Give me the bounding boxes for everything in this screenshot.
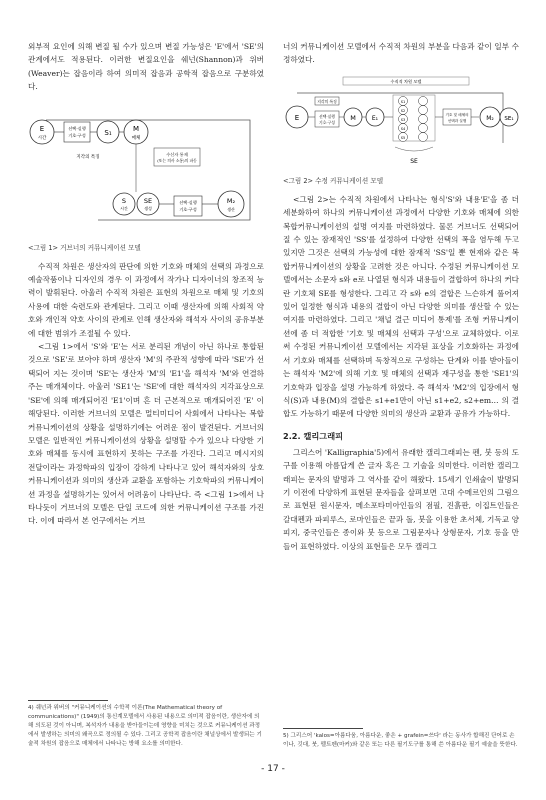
page-number: - 17 - xyxy=(261,764,285,774)
fig2-e1-label: E₁ xyxy=(371,114,379,122)
fig1-m-label: M xyxy=(132,124,140,133)
fig2-e-label: E xyxy=(294,113,300,122)
fig1-box2a: 선택·실행 xyxy=(179,199,197,205)
fig2-s4: S4 xyxy=(400,126,406,131)
figure-1 xyxy=(28,100,264,240)
fig2-s1: S1 xyxy=(400,99,406,104)
fig1-m-sub: 매체 xyxy=(131,135,141,141)
fig2-box-a: 지각의 특징 xyxy=(317,98,337,104)
section-heading: 2.2. 캘리그래피 xyxy=(283,430,344,441)
fig2-box-d: 기호 및 매체의 xyxy=(445,112,469,117)
fig1-refer-label: 지각의 특징 xyxy=(76,154,100,160)
fig2-se1-label: SE₁ xyxy=(504,115,514,122)
left-paragraph-2: 수직적 차원은 생산자의 판단에 의한 기호와 매체의 선택의 과정으로 예술작품이나 디자인의 경우 이 과정에서 작가나 디자이너의 창조적 능력이 발휘된다. 아울러 수직적 차원은 표현의 차원으로 매체 및 기호의 사용에 대한 숙련도와 관계된다. 그리고 이때 생산자에 의해 사회적 약호와 개인적 약호 사이의 관계로 인해 생산자와 해석자 사이의 공유부분에 대한 범위가 조절될 수 있다. xyxy=(28,261,264,338)
figure-2 xyxy=(283,73,519,173)
right-paragraph-1: 너의 커뮤니케이션 모델에서 수직적 차원의 부분을 다음과 같이 일부 수정하였다. xyxy=(283,42,519,65)
right-footnote-rule xyxy=(283,728,363,729)
fig2-box-e: 선택과 실행 xyxy=(447,118,467,123)
fig1-e-sub: 시간 xyxy=(37,135,47,141)
figure-1-caption: <그림 1> 거브너의 커뮤니케이션 모델 xyxy=(28,243,141,252)
fig2-m2-label: M₂ xyxy=(486,114,494,122)
fig2-title: 수직적 차원 모델 xyxy=(390,78,422,84)
fig1-m2-sub: 생산 xyxy=(227,206,235,212)
fig2-s5: S5 xyxy=(400,135,406,140)
fig2-box-b: 선택·실행 xyxy=(319,113,335,119)
left-column xyxy=(28,40,264,528)
fig1-s-sub: 시간 xyxy=(120,205,128,211)
gerbner-model-diagram xyxy=(28,100,264,236)
fig1-e-label: E xyxy=(39,124,45,133)
fig2-s3: S3 xyxy=(400,117,406,122)
footnote-5: 5) 그리스어 'kalos=아름다움, 아름다운, 좋은 + grafein=쓰다' 라는 동사가 합해진 단어로 손이나, 깃대, 붓, 펠트펜(마커)와 같은 또는 다른 필기도구를 통해 쓴 아름다운 필기 예술을 뜻한다. xyxy=(283,733,518,748)
fig2-s-stack xyxy=(393,95,435,142)
fig2-box-c: 기호·구성 xyxy=(319,119,335,125)
right-paragraph-3: 그리스어 'Kalligraphia'5)에서 유래한 캘리그래피는 펜, 붓 등의 도구를 이용해 아름답게 쓴 글자 혹은 그 기술을 의미한다. 이러한 캘리그래피는 문자의 발명과 그 역사를 같이 해왔다. 15세기 인쇄술이 발명되기 이전에 다양하게 표현된 문자들을 살펴보면 고대 수메르인의 그림으로 표현된 원시문자, 메소포타미아인들의 점필, 진흙판, 이집트인들은 갈대펜과 파피루스, 로마인들은 끝과 돌, 붓을 이용한 초서체, 기독교 양피지, 중국인들은 종이와 붓 등으로 그림문자나 상형문자, 기호 등을 만들어 표현하였다. 이상의 표현들은 모두 캘리그 xyxy=(283,447,519,551)
fig1-s1-label: S₁ xyxy=(104,128,112,137)
fig2-se-label: SE xyxy=(410,157,418,165)
fig1-noise-b: (또는 의사 소통)의 파동 xyxy=(157,157,197,163)
left-paragraph-1: 외부적 요인에 의해 변질 될 수가 있으며 변질 가능성은 'E'에서 'SE'의 관계에서도 적용된다. 이러한 변질요인을 쉐넌(Shannon)과 위버(Weaver)는 잡음이라 하여 의미적 잡음과 공학적 잡음으로 구분하였다. xyxy=(28,42,264,92)
footnote-4: 4) 쉐넌과 위버의 "커뮤니케이션의 수학적 이론(The Mathematical theory of communications)" (1949)의 통신계모델에서 사용된 내용으로 의미적 잡음이란, 생산자에 의해 의도된 것이 아니며, 복석자가 내용을 받아들이는데 영향을 미치는 것으로 커뮤니케이션 과정에서 발생하는 의미의 왜곡으로 정의될 수 있다. 그리고 공학적 잡음이란 채널상에서 발생되는 기술적 차원의 잡음으로 매체에서 나타나는 방해 요소를 의미한다. xyxy=(28,705,262,747)
modified-model-diagram xyxy=(283,73,519,169)
right-paragraph-2: <그림 2>는 수직적 차원에서 나타나는 형식'S'와 내용'E'을 좀 더 세분화하여 하나의 커뮤니케이션 과정에서 다양한 기호와 매체에 의한 복합커뮤니케이션의 설명 여지를 마련하였다. 물론 거브너도 선택되어 질 수 있는 잠재적인 'SS'를 설정하여 다양한 선택의 폭을 염두해 두고 있지만 그것은 선택의 가능성에 대한 잠재적 'SS'일 뿐 현재와 같은 복합커뮤니케이션의 상황을 고려한 것은 아니다. 수정된 커뮤니케이션 모델에서는 소문자 s와 e로 나열된 형식과 내용들이 결합하여 하나의 커다란 기호체 SE를 형성한다. 그리고 각 s와 e의 결합은 느슨하게 풀어져 있어 일정한 형식과 내용의 결합이 아닌 다양한 의미를 생산할 수 있는 여지를 마련하였다. 그리고 '채널 결근 미디어 통제'를 조형 커뮤니케이션에 좀 더 적합한 '기호 및 매체의 선택과 구성'으로 교체하였다. 이로써 수정된 커뮤니케이션 모델에서는 지각된 표상을 기호화하는 과정에서 기호와 매체를 선택하며 독창적으로 구성하는 단계와 이를 받아들이는 해석자 'M2'에 의해 기호 및 매체의 선택과 재구성을 통한 'SE1'의 기호학과 입장을 설명 가능하게 하였다. 즉 해석자 'M2'의 입장에서 형식(S)과 내용(M)의 결합은 s1+e1만이 아닌 s1+e2, s2+em… 의 결합도 가능하기 때문에 다양한 의미의 생산과 교환과 공유가 가능하다. xyxy=(283,194,519,419)
fig2-s2: S2 xyxy=(400,108,406,113)
fig1-box1a: 선택·실행 xyxy=(68,125,86,131)
fig2-m-label: M xyxy=(350,113,356,122)
right-column xyxy=(283,40,519,553)
fig1-se-sub: 생성 xyxy=(144,205,152,211)
fig1-noise-a: 수신자 통제 xyxy=(166,151,188,157)
fig1-s-label: S xyxy=(121,196,127,205)
fig1-box1b: 기호·구성 xyxy=(68,132,86,138)
fig1-box2b: 기호·구성 xyxy=(179,206,197,212)
figure-2-caption: <그림 2> 수정 커뮤니케이션 모델 xyxy=(283,176,384,185)
fig1-se-label: SE xyxy=(143,196,153,205)
left-footnote-rule xyxy=(28,700,108,701)
left-paragraph-3: <그림 1>에서 'S'와 'E'는 서로 분리된 개념이 아닌 하나로 통합된 것으로 'SE'로 보아야 하며 생산자 'M'의 주관적 성향에 따라 'SE'가 선택되어 지는 것이며 'SE'는 생산자 'M'의 'E1'을 해석자 'M'와 연결하주는 매개체이다. 아울러 'SE1'는 'SE'에 대한 해석자의 지각표상으로 'SE'에 의해 매개되어진 'E1'이며 흔 더 근본적으로 매개되어진 'E' 이해당된다. 이러한 거브너의 모델은 멀티미디어 사회에서 나타나는 복합커뮤니케이션의 상황을 설명하기에는 어려운 점이 발견된다. 거브너의 모델은 일반적인 커뮤니케이션의 상황을 설명할 수가 있으나 다양한 기호와 매체를 동시에 표현하지 못하는 구조를 가진다. 그리고 메시지의 전달이라는 과정학파의 입장이 강하게 나타나고 있어 해석자와의 상호커뮤니케이션과 의미의 생산과 교환을 포함하는 기호학파의 커뮤니케이션 과정을 설명하기는 있어서 어려움이 나타난다. 즉 <그림 1>에서 나타나듯이 거브너의 모델은 단일 코드에 의한 커뮤니케이션 구조를 가진다. 이에 따라서 본 연구에서는 거브 xyxy=(28,342,264,526)
fig1-m2-label: M₂ xyxy=(226,196,236,205)
